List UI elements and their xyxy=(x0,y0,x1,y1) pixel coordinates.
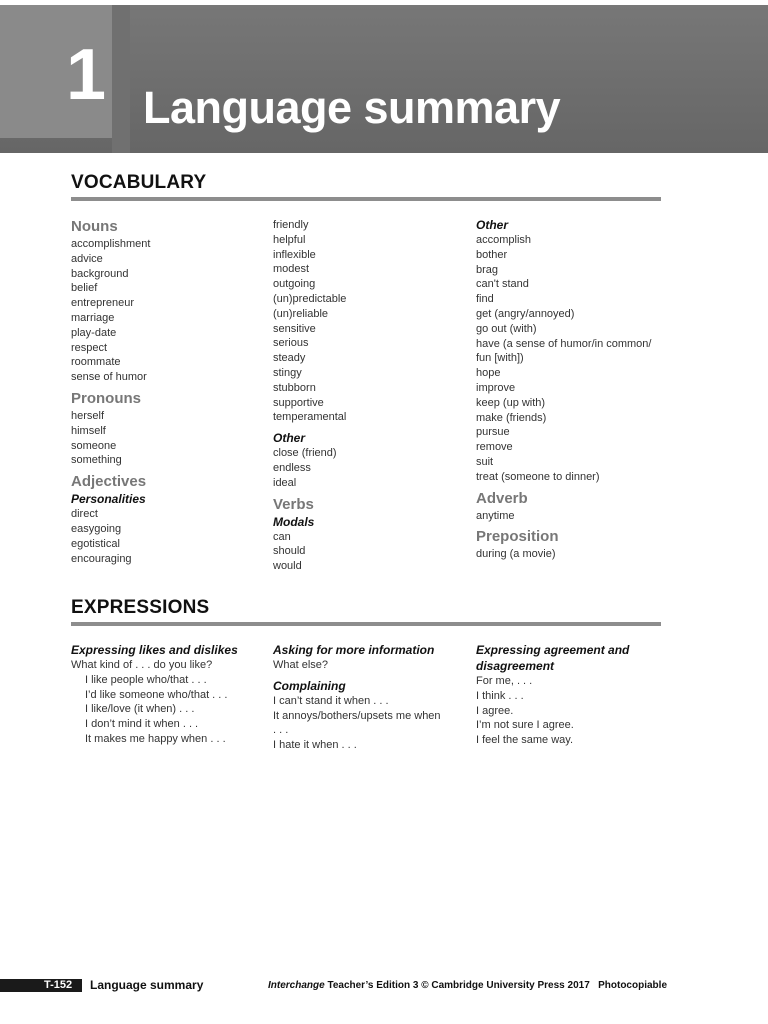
list-item: I think . . . xyxy=(476,689,524,702)
list-item: temperamental xyxy=(273,411,347,424)
list-item: make (friends) xyxy=(476,411,547,424)
list-item: roommate xyxy=(71,356,121,369)
list-item: I agree. xyxy=(476,704,514,717)
list-item: would xyxy=(273,560,302,573)
list-item: suit xyxy=(476,455,494,468)
list-item: can't stand xyxy=(476,278,529,291)
unit-tab xyxy=(0,5,130,138)
list-item: bother xyxy=(476,248,508,261)
list-item: I feel the same way. xyxy=(476,734,574,747)
list-item: himself xyxy=(71,424,106,437)
pronouns-list xyxy=(71,409,271,468)
list-item: What else? xyxy=(273,659,329,671)
adjectives-other-list xyxy=(273,446,473,490)
list-item: remove xyxy=(476,441,513,454)
footer-photocopiable: Photocopiable xyxy=(598,980,668,991)
list-item: sense of humor xyxy=(71,371,147,384)
list-item: brag xyxy=(476,263,499,276)
list-item: accomplish xyxy=(476,234,532,246)
list-item: (un)reliable xyxy=(273,307,329,320)
adjectives-heading: Adjectives xyxy=(71,473,147,491)
complaining-list xyxy=(273,694,473,753)
personalities-list xyxy=(71,507,271,566)
footer-credit-rest: Teacher’s Edition 3 © Cambridge University Press 2017 xyxy=(324,980,590,991)
list-item: background xyxy=(71,267,129,280)
list-item: stingy xyxy=(273,366,302,379)
list-item: can xyxy=(273,530,291,543)
list-item: sensitive xyxy=(273,322,316,335)
likes-lead: What kind of . . . do you like? xyxy=(71,659,213,671)
list-item: something xyxy=(71,454,122,467)
preposition-heading: Preposition xyxy=(476,528,559,546)
list-item: improve xyxy=(476,381,516,394)
list-item: endless xyxy=(273,461,311,474)
agreement-heading-line2: disagreement xyxy=(476,659,555,673)
vocabulary-rule xyxy=(71,197,661,201)
list-item: should xyxy=(273,545,306,558)
preposition-list xyxy=(476,547,676,562)
expressions-rule xyxy=(71,622,661,626)
agreement-heading-line1: Expressing agreement and xyxy=(476,643,630,657)
list-item: pursue xyxy=(476,426,510,439)
unit-number: 1 xyxy=(66,35,107,115)
list-item: respect xyxy=(71,341,108,354)
list-item: I don’t mind it when . . . xyxy=(85,718,199,731)
list-item: I’d like someone who/that . . . xyxy=(85,688,228,701)
personalities-heading: Personalities xyxy=(71,492,146,507)
list-item: marriage xyxy=(71,311,115,324)
modals-heading: Modals xyxy=(273,514,315,529)
list-item: close (friend) xyxy=(273,447,337,460)
verbs-other-list xyxy=(476,233,676,485)
list-item: fun [with]) xyxy=(476,352,524,365)
unit-tab-shadow xyxy=(112,5,130,153)
list-item: I like/love (it when) . . . xyxy=(85,703,195,716)
list-item: I hate it when . . . xyxy=(273,739,357,752)
list-item: steady xyxy=(273,352,306,365)
list-item: hope xyxy=(476,367,501,380)
list-item: supportive xyxy=(273,396,324,409)
list-item: find xyxy=(476,293,494,306)
nouns-heading: Nouns xyxy=(71,218,118,235)
list-item: It annoys/bothers/upsets me when xyxy=(273,709,441,722)
verbs-heading: Verbs xyxy=(273,495,314,513)
likes-list xyxy=(71,673,271,747)
list-item: stubborn xyxy=(273,381,316,394)
list-item: outgoing xyxy=(273,278,316,291)
list-item: encouraging xyxy=(71,552,132,565)
likes-dislikes-heading: Expressing likes and dislikes xyxy=(71,643,238,657)
modals-list xyxy=(273,530,473,574)
list-item: someone xyxy=(71,439,117,452)
personalities-cont-list xyxy=(273,218,473,425)
list-item: I can’t stand it when . . . xyxy=(273,694,389,707)
more-info-list xyxy=(273,658,473,673)
vocab-column-3 xyxy=(476,218,676,562)
list-item: It makes me happy when . . . xyxy=(85,732,226,745)
verbs-other-heading: Other xyxy=(476,218,509,232)
list-item: helpful xyxy=(273,233,306,246)
list-item: direct xyxy=(71,508,98,521)
expr-column-3 xyxy=(476,642,676,748)
list-item: entrepreneur xyxy=(71,297,134,310)
list-item: belief xyxy=(71,282,98,295)
list-item: anytime xyxy=(476,509,515,522)
footer-page-number: T-152 xyxy=(44,979,73,991)
pronouns-heading: Pronouns xyxy=(71,389,141,407)
list-item: I like people who/that . . . xyxy=(85,673,207,686)
list-item: egotistical xyxy=(71,537,120,550)
list-item: I’m not sure I agree. xyxy=(476,719,574,732)
list-item: herself xyxy=(71,409,105,422)
footer-section-label: Language summary xyxy=(90,978,204,992)
expr-column-2 xyxy=(273,642,473,753)
list-item: serious xyxy=(273,337,309,350)
footer-credit-title: Interchange xyxy=(268,980,325,991)
list-item: go out (with) xyxy=(476,322,537,335)
list-item: inflexible xyxy=(273,248,316,261)
list-item: during (a movie) xyxy=(476,548,556,561)
complaining-heading: Complaining xyxy=(273,678,346,693)
list-item: keep (up with) xyxy=(476,396,546,409)
adverb-heading: Adverb xyxy=(476,489,528,507)
vocab-column-2 xyxy=(273,218,473,574)
list-item: get (angry/annoyed) xyxy=(476,307,575,320)
list-item: play-date xyxy=(71,326,117,339)
vocab-column-1 xyxy=(71,218,271,566)
page-header xyxy=(0,5,768,153)
nouns-list xyxy=(71,237,271,385)
list-item: (un)predictable xyxy=(273,292,347,305)
adjectives-other-heading: Other xyxy=(273,431,306,446)
expr-column-1 xyxy=(71,642,271,747)
list-item: treat (someone to dinner) xyxy=(476,470,600,483)
list-item: For me, . . . xyxy=(476,675,533,687)
agreement-list xyxy=(476,674,676,748)
list-item: advice xyxy=(71,252,103,265)
list-item: easygoing xyxy=(71,522,122,535)
adverb-list xyxy=(476,509,676,524)
list-item: . . . xyxy=(273,724,289,737)
more-info-heading: Asking for more information xyxy=(273,643,435,657)
footer-credit xyxy=(268,979,668,993)
list-item: accomplishment xyxy=(71,238,151,250)
list-item: ideal xyxy=(273,476,297,489)
list-item: have (a sense of humor/in common/ xyxy=(476,337,652,350)
expressions-heading: EXPRESSIONS xyxy=(71,597,210,618)
vocabulary-heading: VOCABULARY xyxy=(71,172,207,193)
page-title: Language summary xyxy=(143,82,561,133)
list-item: friendly xyxy=(273,219,309,231)
list-item: modest xyxy=(273,263,310,276)
